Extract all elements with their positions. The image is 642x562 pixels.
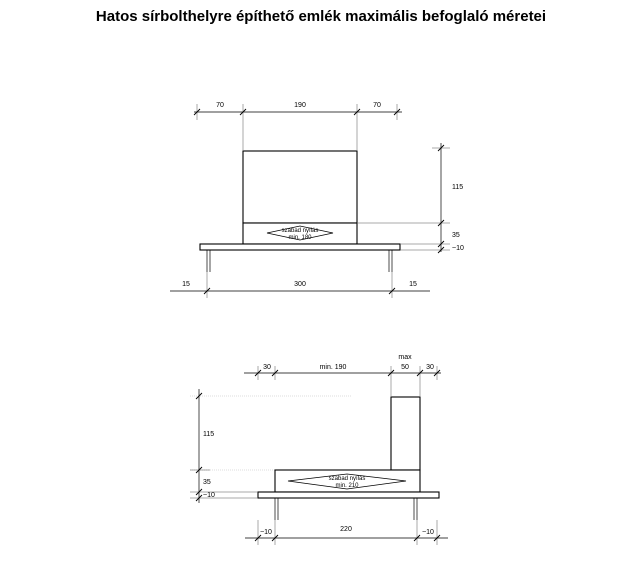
side-max-label: max bbox=[398, 354, 412, 361]
side-bottom-dim-3: ~10 bbox=[422, 529, 434, 536]
side-bottom-dim-2: 220 bbox=[340, 526, 352, 533]
side-upright-stone bbox=[391, 397, 420, 470]
side-top-dim-4: 30 bbox=[426, 364, 434, 371]
front-top-dim-3: 70 bbox=[373, 102, 381, 109]
front-right-dim-1: 115 bbox=[452, 184, 464, 191]
side-slab bbox=[258, 492, 439, 498]
front-right-dim-2: 35 bbox=[452, 232, 460, 239]
front-slab bbox=[200, 244, 400, 250]
front-opening-label-2: min. 180 bbox=[288, 235, 312, 241]
side-left-dim-1: 115 bbox=[203, 431, 215, 438]
front-top-dim-1: 70 bbox=[216, 102, 224, 109]
side-top-dim-3: 50 bbox=[401, 364, 409, 371]
side-bottom-dim-1: ~10 bbox=[260, 529, 272, 536]
front-view-drawing bbox=[170, 102, 464, 298]
page-title: Hatos sírbolthelyre építhető emlék maximális befoglaló méretei bbox=[95, 8, 547, 25]
front-bottom-dim-2: 300 bbox=[294, 281, 306, 288]
front-right-dim-3: ~10 bbox=[452, 245, 464, 252]
side-left-dim-2: 35 bbox=[203, 479, 211, 486]
front-bottom-dim-1: 15 bbox=[182, 281, 190, 288]
side-left-dim-3: ~10 bbox=[203, 492, 215, 499]
front-bottom-dim-3: 15 bbox=[409, 281, 417, 288]
side-opening-label-2: min. 210 bbox=[335, 483, 359, 489]
side-top-dim-1: 30 bbox=[263, 364, 271, 371]
side-view-drawing bbox=[190, 354, 448, 545]
front-headstone bbox=[243, 151, 357, 223]
front-top-dim-2: 190 bbox=[294, 102, 306, 109]
side-top-dim-2: min. 190 bbox=[319, 364, 347, 371]
front-opening-label-1: szabad nyílás bbox=[281, 228, 319, 234]
side-opening-label-1: szabad nyílás bbox=[328, 476, 366, 482]
